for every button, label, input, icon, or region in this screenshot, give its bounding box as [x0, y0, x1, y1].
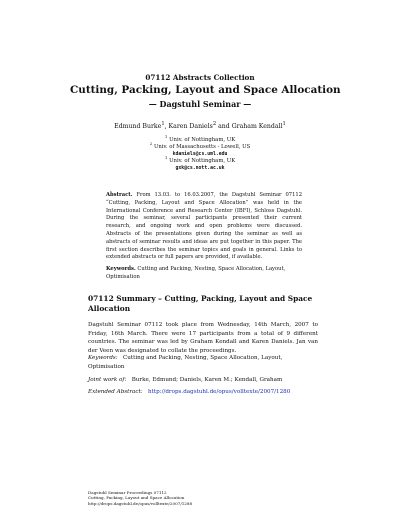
affiliation-number: 2: [149, 141, 153, 147]
meta-extended-abstract: [88, 388, 320, 397]
extended-abstract-link[interactable]: http://drops.dagstuhl.de/opus/volltexte/2007/1280: [148, 389, 291, 395]
author-daniels: , Karen Daniels: [164, 123, 213, 130]
affiliation-email-kendall[interactable]: [80, 165, 320, 172]
page-footer: [88, 490, 318, 506]
abstract-text: From 13.03. to 16.03.2007, the Dagstuhl Seminar 07112 “Cutting, Packing, Layout and Space Allocation” was held in the International Conference and Research Center (IBFI), Schloss Dagstuhl. During the seminar, several participants presented their current research, and ongoing work and open problems were discussed. Abstracts of the presentations given during the seminar as well as abstracts of seminar results and ideas are put together in this paper. The first section describes the seminar topics and goals in general. Links to extended abstracts or full papers are provided, if available.: [106, 192, 302, 261]
affiliation-text: Univ. of Massachusetts - Lowell, US: [153, 144, 251, 150]
meta-keywords-label: Keywords:: [88, 355, 118, 361]
email-link[interactable]: gxk@cs.nott.ac.uk: [175, 166, 225, 171]
meta-joint-work: [88, 376, 320, 385]
collection-label: 07112 Abstracts Collection: [145, 73, 255, 82]
meta-keywords-value: Cutting and Packing, Nesting, Space Allocation, Layout, Optimisation: [88, 355, 283, 370]
meta-extended-label: Extended Abstract:: [88, 389, 143, 395]
footer-line-2: Cutting, Packing, Layout and Space Allocation: [88, 495, 185, 501]
paper-title: Cutting, Packing, Layout and Space Allocation: [70, 84, 341, 96]
meta-joint-value: Burke, Edmund; Daniels, Karen M.; Kendall, Graham: [131, 377, 283, 383]
keywords-block: [106, 266, 302, 282]
footer-line-3: http://drops.dagstuhl.de/opus/volltexte/2007/1288: [88, 500, 193, 506]
author-burke: Edmund Burke: [114, 123, 162, 130]
keywords-label: Keywords.: [106, 266, 136, 272]
abstract-label: Abstract.: [106, 192, 133, 198]
author-line: [70, 120, 330, 130]
affiliation-number: 1: [164, 134, 168, 140]
keywords-text: Cutting and Packing, Nesting, Space Allocation, Layout, Optimisation: [106, 266, 286, 280]
author-kendall: and Graham Kendall: [216, 123, 283, 130]
author-marker-2: 2: [212, 120, 217, 127]
meta-joint-label: Joint work of:: [88, 377, 127, 383]
footer-line-1: Dagstuhl Seminar Proceedings 07112: [88, 490, 167, 495]
author-marker-3: 1: [282, 120, 286, 127]
affiliation-3: [80, 155, 320, 165]
affiliation-text: Univ. of Nottingham, UK: [169, 158, 236, 164]
affiliation-2: [80, 141, 320, 151]
paper-subtitle: — Dagstuhl Seminar —: [148, 99, 252, 109]
summary-paragraph: Dagstuhl Seminar 07112 took place from Wednesday, 14th March, 2007 to Friday, 16th March. There were 17 participants from a total of 9 different countries. The seminar was led by Graham Kendall and Karen Daniels. Jan van der Veen was designated to collate the proceedings.: [88, 322, 318, 354]
meta-keywords: [88, 354, 320, 371]
affiliation-text: Univ. of Nottingham, UK: [169, 137, 236, 143]
abstract-block: [106, 192, 302, 262]
author-marker-1: 1: [161, 120, 165, 127]
affiliation-number: 1: [164, 155, 168, 161]
section-heading: 07112 Summary – Cutting, Packing, Layout and Space Allocation: [88, 294, 313, 313]
email-link[interactable]: kdaniels@cs.uml.edu: [172, 152, 228, 157]
